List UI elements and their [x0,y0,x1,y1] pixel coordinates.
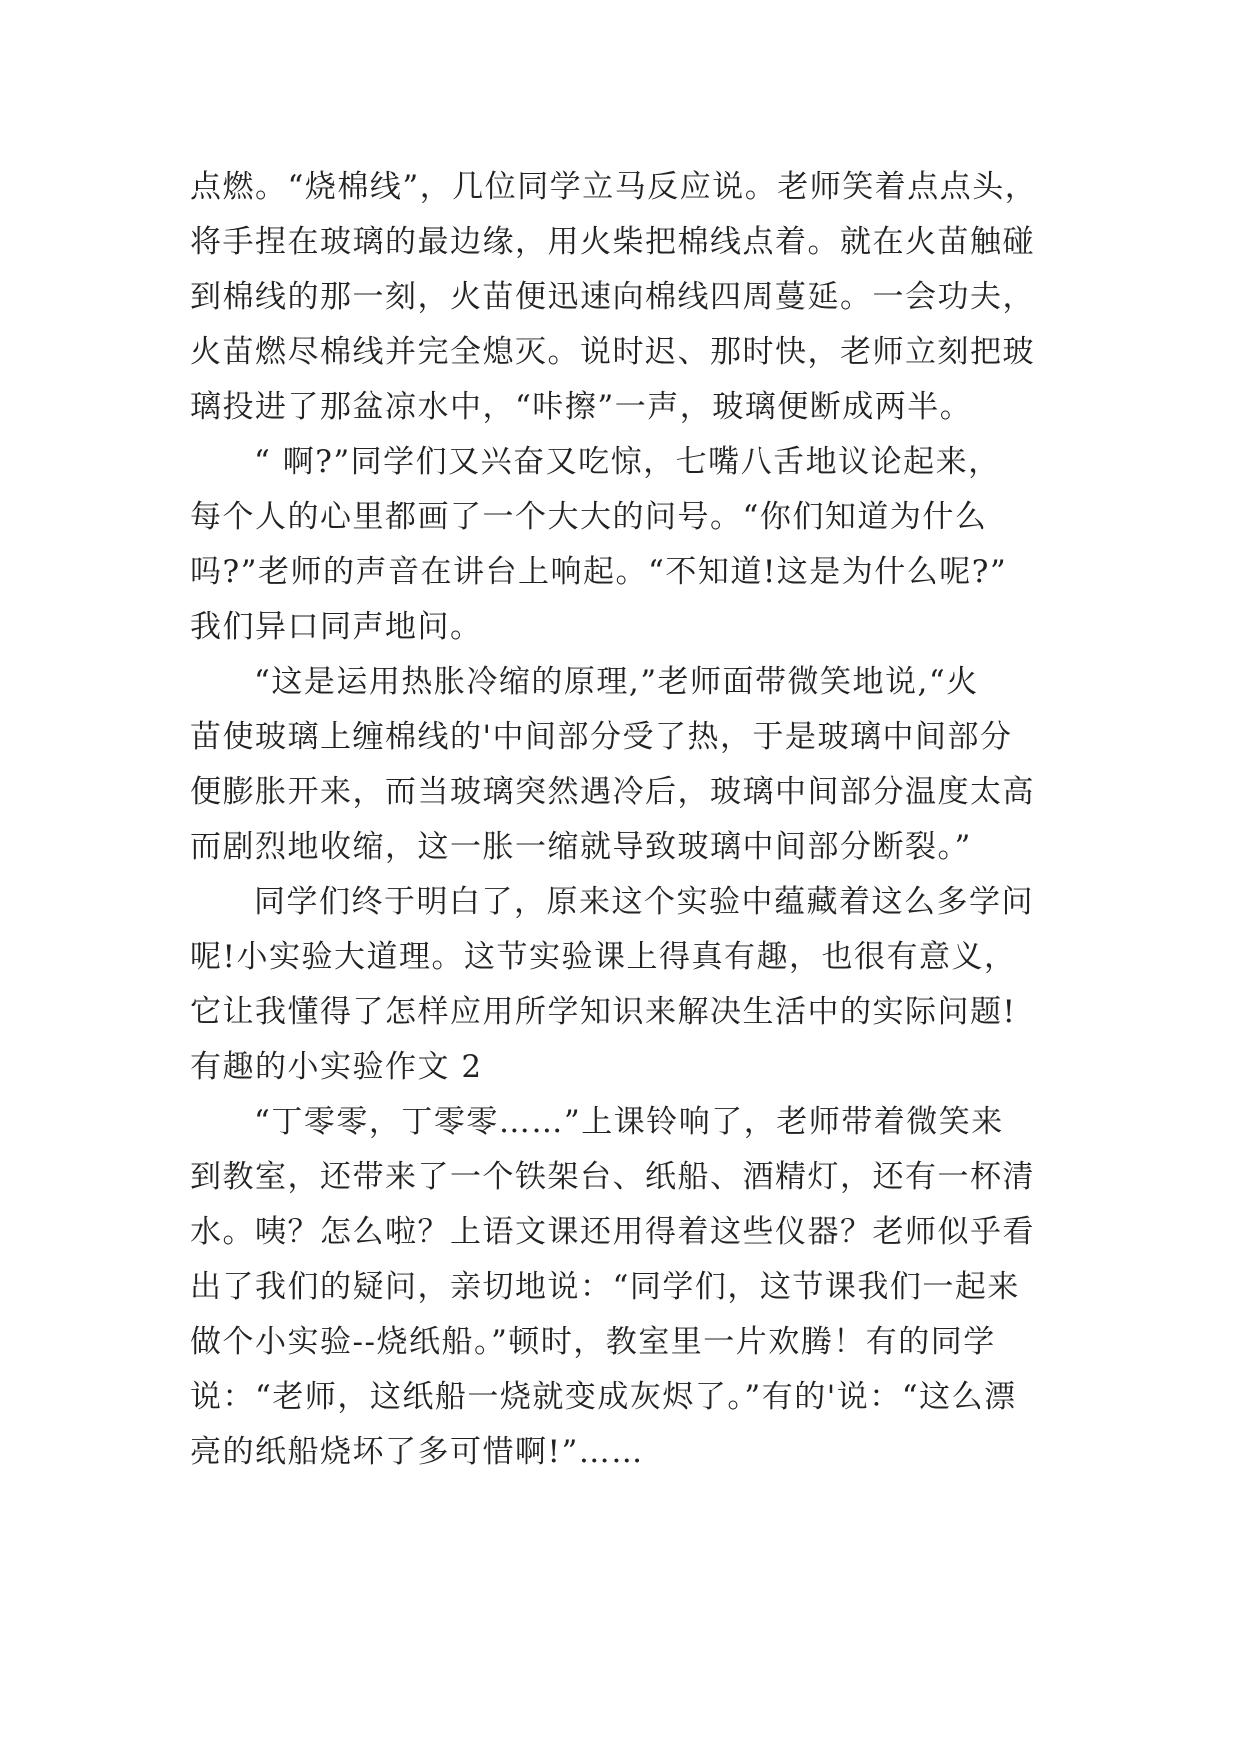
section-heading: 有趣的小实验作文 2 [190,1049,483,1085]
text-line: 便膨胀开来，而当玻璃突然遇冷后，玻璃中间部分温度太高 [190,774,1035,810]
text-line: 做个小实验--烧纸船。”顿时，教室里一片欢腾！有的同学 [190,1324,996,1360]
paragraph-start-line: 同学们终于明白了，原来这个实验中蕴藏着这么多学问 [254,884,1034,920]
text-line: 火苗燃尽棉线并完全熄灭。说时迟、那时快，老师立刻把玻 [190,334,1035,370]
text-line: 点燃。“烧棉线”，几位同学立马反应说。老师笑着点点头， [190,169,1038,205]
text-line: 它让我懂得了怎样应用所学知识来解决生活中的实际问题! [190,994,1017,1030]
text-line: 呢!小实验大道理。这节实验课上得真有趣，也很有意义， [190,939,1017,975]
text-line: 将手捏在玻璃的最边缘，用火柴把棉线点着。就在火苗触碰 [190,224,1035,260]
text-line: 苗使玻璃上缠棉线的'中间部分受了热，于是玻璃中间部分 [190,719,1013,755]
text-line: 吗?”老师的声音在讲台上响起。“不知道!这是为什么呢?” [190,554,1008,590]
text-line: 每个人的心里都画了一个大大的问号。“你们知道为什么 [190,499,988,535]
paragraph-start-line: “ 啊?”同学们又兴奋又吃惊，七嘴八舌地议论起来， [254,444,1001,480]
text-line: 到棉线的那一刻，火苗便迅速向棉线四周蔓延。一会功夫， [190,279,1035,315]
body-text [190,160,1070,1480]
text-line: 而剧烈地收缩，这一胀一缩就导致玻璃中间部分断裂。” [190,829,972,865]
text-line: 出了我们的疑问，亲切地说：“同学们，这节课我们一起来 [190,1269,1020,1305]
text-line: 到教室，还带来了一个铁架台、纸船、酒精灯，还有一杯清 [190,1159,1035,1195]
text-line: 说：“老师，这纸船一烧就变成灰烬了。”有的'说：“这么漂 [190,1379,1017,1415]
text-line: 璃投进了那盆凉水中，“咔擦”一声，玻璃便断成两半。 [190,389,973,425]
text-line: 水。咦？怎么啦？上语文课还用得着这些仪器？老师似乎看 [190,1214,1035,1250]
text-line: 我们异口同声地问。 [190,609,483,645]
text-line: 亮的纸船烧坏了多可惜啊!”…… [190,1434,644,1470]
paragraph-start-line: “这是运用热胀冷缩的原理,”老师面带微笑地说,“火 [254,664,979,700]
paragraph-start-line: “丁零零，丁零零……”上课铃响了，老师带着微笑来 [254,1104,1004,1140]
